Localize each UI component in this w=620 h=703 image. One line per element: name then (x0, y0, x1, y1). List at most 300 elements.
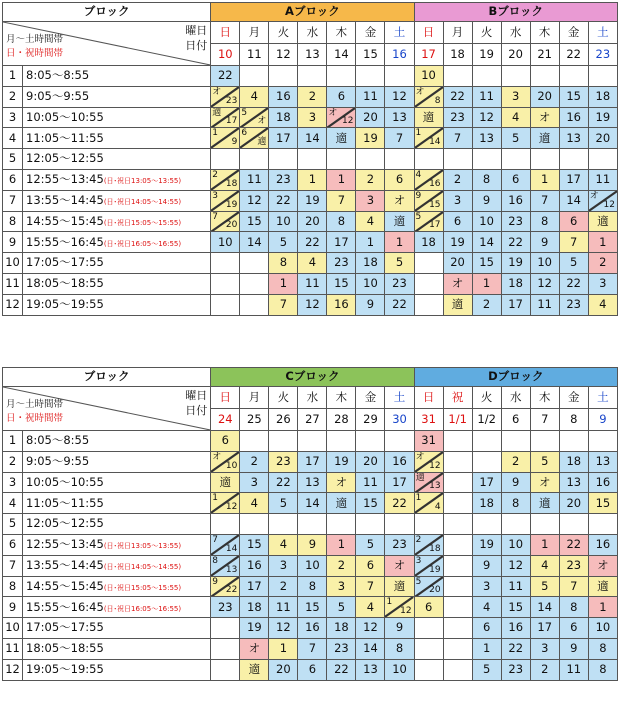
slot-upper: 2 (415, 534, 422, 545)
slot-cell-empty (414, 253, 443, 274)
slot-cell: 1 (588, 597, 617, 618)
date-cell: 31 (414, 409, 443, 431)
slot-cell: 3 (327, 576, 356, 597)
slot-cell: 22 (327, 659, 356, 680)
slot-cell-empty (443, 514, 472, 535)
slot-cell-split (414, 534, 443, 555)
slot-cell: 適 (588, 576, 617, 597)
slot-cell: 18 (472, 493, 501, 514)
slot-cell-empty (443, 555, 472, 576)
period-number: 1 (3, 431, 23, 452)
slot-cell-split (414, 190, 443, 211)
slot-upper: 1 (212, 128, 219, 139)
slot-cell: 16 (588, 472, 617, 493)
weekday-cell: 水 (298, 22, 327, 44)
slot-cell-empty (443, 597, 472, 618)
slot-cell-empty (472, 149, 501, 170)
slot-cell: 12 (356, 618, 385, 639)
slot-cell: 13 (298, 472, 327, 493)
slot-cell: 適 (588, 211, 617, 232)
slot-cell: 15 (327, 273, 356, 294)
slot-cell: 適 (240, 659, 269, 680)
slot-cell-split (385, 597, 414, 618)
period-number: 6 (3, 534, 23, 555)
slot-cell-split (211, 534, 240, 555)
slot-cell-empty (414, 273, 443, 294)
slot-cell: 適 (385, 211, 414, 232)
slot-cell: 18 (414, 232, 443, 253)
slot-cell: 8 (530, 211, 559, 232)
slot-cell: 16 (588, 534, 617, 555)
slot-cell: 6 (327, 86, 356, 107)
slot-cell-empty (443, 576, 472, 597)
weekday-cell: 土 (588, 22, 617, 44)
weekday-cell: 火 (472, 387, 501, 409)
slot-cell: 12 (501, 555, 530, 576)
slot-cell: 12 (530, 273, 559, 294)
slot-cell: 18 (501, 273, 530, 294)
slot-cell: 2 (472, 294, 501, 315)
slot-cell: 18 (327, 618, 356, 639)
slot-cell: 10 (501, 534, 530, 555)
slot-cell: 8 (472, 169, 501, 190)
slot-cell: 17 (269, 128, 298, 149)
slot-cell-empty (211, 273, 240, 294)
slot-cell: 9 (559, 638, 588, 659)
slot-cell: 15 (298, 597, 327, 618)
slot-cell-split (414, 169, 443, 190)
slot-cell: 22 (385, 493, 414, 514)
slot-cell: 22 (501, 638, 530, 659)
slot-lower: 12 (429, 460, 441, 471)
slot-lower: 18 (225, 178, 238, 189)
period-time: 13:55～14:45(日･祝日14:05～14:55) (23, 555, 211, 576)
slot-cell-split (414, 86, 443, 107)
slot-cell-empty (501, 66, 530, 87)
slot-cell-empty (414, 149, 443, 170)
corner-header (3, 387, 211, 431)
slot-lower: 適 (257, 137, 267, 148)
slot-cell: 5 (501, 128, 530, 149)
slot-cell: 4 (530, 555, 559, 576)
slot-cell: オ (530, 107, 559, 128)
slot-cell: 17 (559, 169, 588, 190)
slot-cell: 20 (356, 107, 385, 128)
slot-cell: 1 (588, 232, 617, 253)
slot-cell: 適 (443, 294, 472, 315)
slot-cell: 9 (530, 232, 559, 253)
slot-cell: 16 (501, 190, 530, 211)
slot-lower: 23 (225, 95, 238, 106)
slot-upper: 1 (415, 493, 422, 504)
weekday-cell: 火 (472, 22, 501, 44)
slot-cell-empty (472, 451, 501, 472)
slot-cell: 1 (327, 169, 356, 190)
period-number: 11 (3, 638, 23, 659)
slot-cell-empty (472, 66, 501, 87)
slot-cell: 9 (472, 190, 501, 211)
corner-header (3, 22, 211, 66)
slot-cell-split (327, 107, 356, 128)
slot-cell: 17 (472, 472, 501, 493)
slot-cell-empty (588, 431, 617, 452)
slot-cell: 1 (269, 638, 298, 659)
slot-cell-empty (501, 149, 530, 170)
slot-cell-empty (588, 66, 617, 87)
slot-cell: 3 (588, 273, 617, 294)
slot-upper: 5 (415, 576, 422, 587)
weekday-cell: 金 (559, 22, 588, 44)
holiday-period-label: 日・祝時間帯 (6, 413, 64, 424)
slot-cell: 3 (269, 555, 298, 576)
period-number: 2 (3, 86, 23, 107)
period-number: 9 (3, 232, 23, 253)
slot-cell: 1 (472, 638, 501, 659)
slot-cell: 1 (530, 534, 559, 555)
slot-cell: 8 (501, 493, 530, 514)
slot-cell: 22 (269, 190, 298, 211)
slot-cell: 適 (530, 493, 559, 514)
slot-cell: 4 (472, 597, 501, 618)
slot-cell: 3 (472, 576, 501, 597)
slot-cell: オ (385, 555, 414, 576)
slot-cell-empty (588, 514, 617, 535)
slot-cell: 9 (298, 534, 327, 555)
slot-cell: 1 (472, 273, 501, 294)
period-time: 10:05～10:55 (23, 472, 211, 493)
slot-cell: 16 (269, 86, 298, 107)
slot-cell-empty (443, 149, 472, 170)
slot-cell: 23 (385, 273, 414, 294)
weekday-cell: 土 (385, 22, 414, 44)
slot-cell: 5 (356, 534, 385, 555)
slot-cell: 4 (356, 597, 385, 618)
slot-cell: 15 (356, 493, 385, 514)
date-cell: 27 (298, 409, 327, 431)
slot-cell: 19 (472, 534, 501, 555)
slot-lower: 4 (434, 502, 441, 513)
period-time: 18:05～18:55 (23, 638, 211, 659)
slot-cell: 20 (443, 253, 472, 274)
slot-cell: 23 (559, 294, 588, 315)
slot-cell: 10 (414, 66, 443, 87)
slot-cell: 23 (443, 107, 472, 128)
slot-upper: オ (212, 451, 222, 462)
slot-cell: 1 (269, 273, 298, 294)
slot-cell: 8 (559, 597, 588, 618)
slot-cell-empty (443, 472, 472, 493)
slot-cell-split (414, 576, 443, 597)
period-time: 12:05～12:55 (23, 514, 211, 535)
slot-cell: 12 (298, 294, 327, 315)
slot-cell: 5 (530, 451, 559, 472)
period-number: 5 (3, 149, 23, 170)
date-cell: 11 (240, 44, 269, 66)
slot-cell: 2 (327, 555, 356, 576)
period-time: 12:55～13:45(日･祝日13:05～13:55) (23, 169, 211, 190)
slot-cell: 11 (588, 169, 617, 190)
slot-cell: 23 (385, 534, 414, 555)
slot-upper: 3 (212, 190, 219, 201)
slot-lower: 12 (400, 606, 412, 617)
slot-cell: 2 (240, 451, 269, 472)
slot-upper: 1 (415, 128, 422, 139)
weekday-cell: 水 (298, 387, 327, 409)
weekday-period-label: 月～土時間帯 (6, 34, 64, 45)
period-number: 7 (3, 555, 23, 576)
slot-cell: 18 (356, 253, 385, 274)
slot-cell: 10 (269, 211, 298, 232)
period-number: 12 (3, 294, 23, 315)
slot-upper: 2 (212, 169, 219, 180)
slot-cell: 18 (269, 107, 298, 128)
block-name: Dブロック (414, 368, 617, 387)
period-time: 9:05～9:55 (23, 86, 211, 107)
period-number: 10 (3, 618, 23, 639)
slot-lower: 12 (225, 502, 238, 513)
slot-cell: オ (530, 472, 559, 493)
slot-cell: 8 (385, 638, 414, 659)
date-cell: 15 (356, 44, 385, 66)
slot-upper: 7 (212, 211, 219, 222)
slot-cell-empty (211, 659, 240, 680)
weekday-cell: 日 (211, 387, 240, 409)
slot-cell: 3 (501, 86, 530, 107)
slot-cell-empty (240, 431, 269, 452)
slot-cell: 14 (559, 190, 588, 211)
weekday-cell: 日 (414, 22, 443, 44)
slot-cell: 10 (588, 618, 617, 639)
weekday-label: 曜日 (185, 389, 208, 402)
slot-cell: オ (240, 638, 269, 659)
slot-cell-split (211, 451, 240, 472)
slot-cell-empty (443, 431, 472, 452)
slot-cell: 7 (269, 294, 298, 315)
slot-cell: 11 (530, 294, 559, 315)
slot-cell: 適 (414, 107, 443, 128)
period-time: 18:05～18:55 (23, 273, 211, 294)
slot-cell: 3 (240, 472, 269, 493)
slot-cell-empty (385, 149, 414, 170)
slot-cell: 17 (501, 294, 530, 315)
slot-cell: 17 (327, 232, 356, 253)
slot-cell: 23 (327, 638, 356, 659)
slot-cell: 20 (298, 211, 327, 232)
weekday-cell: 金 (356, 22, 385, 44)
slot-cell: 19 (443, 232, 472, 253)
slot-lower: 13 (225, 564, 238, 575)
slot-cell-empty (588, 149, 617, 170)
slot-cell: 11 (501, 576, 530, 597)
period-time: 15:55～16:45(日･祝日16:05～16:55) (23, 597, 211, 618)
slot-cell-empty (240, 149, 269, 170)
slot-cell: 1 (298, 169, 327, 190)
slot-cell-empty (269, 514, 298, 535)
slot-cell: 17 (385, 472, 414, 493)
slot-cell-empty (327, 431, 356, 452)
slot-cell-split (414, 211, 443, 232)
slot-cell: 14 (530, 597, 559, 618)
slot-cell: 4 (356, 211, 385, 232)
slot-cell: 22 (385, 294, 414, 315)
slot-cell: 10 (298, 555, 327, 576)
slot-cell: 6 (559, 618, 588, 639)
slot-cell: オ (443, 273, 472, 294)
weekday-cell: 火 (269, 387, 298, 409)
slot-cell: 22 (211, 66, 240, 87)
slot-cell: 11 (559, 659, 588, 680)
slot-cell: オ (588, 555, 617, 576)
slot-cell-empty (211, 149, 240, 170)
date-cell: 24 (211, 409, 240, 431)
slot-upper: 9 (212, 576, 219, 587)
schedule-table-cd (2, 367, 618, 681)
slot-cell-split (240, 107, 269, 128)
period-number: 8 (3, 576, 23, 597)
slot-cell-empty (530, 431, 559, 452)
slot-cell: 23 (269, 169, 298, 190)
slot-cell-empty (211, 294, 240, 315)
slot-lower: 20 (225, 220, 238, 231)
slot-cell-empty (443, 493, 472, 514)
slot-cell: 31 (414, 431, 443, 452)
slot-cell-empty (240, 253, 269, 274)
period-number: 3 (3, 472, 23, 493)
slot-cell: 17 (298, 451, 327, 472)
slot-cell: 15 (240, 534, 269, 555)
slot-cell-empty (269, 431, 298, 452)
date-cell: 9 (588, 409, 617, 431)
slot-cell: 14 (298, 128, 327, 149)
weekday-cell: 月 (443, 22, 472, 44)
slot-lower: オ (257, 116, 267, 127)
slot-cell: 7 (385, 128, 414, 149)
slot-cell: 22 (559, 534, 588, 555)
slot-cell-empty (356, 514, 385, 535)
slot-cell-empty (211, 253, 240, 274)
slot-cell: 1 (356, 232, 385, 253)
period-time: 17:05～17:55 (23, 253, 211, 274)
slot-lower: 14 (225, 543, 238, 554)
slot-cell: 13 (385, 107, 414, 128)
period-time: 11:05～11:55 (23, 493, 211, 514)
date-cell: 8 (559, 409, 588, 431)
slot-cell-empty (414, 659, 443, 680)
slot-cell-empty (414, 618, 443, 639)
slot-cell-split (211, 493, 240, 514)
slot-cell: 22 (501, 232, 530, 253)
slot-cell: 適 (327, 493, 356, 514)
slot-cell: 6 (356, 555, 385, 576)
slot-cell: 16 (327, 294, 356, 315)
slot-cell: 11 (269, 597, 298, 618)
period-time: 11:05～11:55 (23, 128, 211, 149)
date-cell: 1/2 (472, 409, 501, 431)
slot-lower: 22 (225, 585, 238, 596)
period-time: 10:05～10:55 (23, 107, 211, 128)
slot-cell: 20 (530, 86, 559, 107)
slot-cell: 7 (559, 576, 588, 597)
date-cell: 25 (240, 409, 269, 431)
slot-cell: 12 (240, 190, 269, 211)
slot-cell-split (414, 472, 443, 493)
slot-cell-empty (211, 514, 240, 535)
slot-cell: 14 (298, 493, 327, 514)
slot-cell: 23 (501, 211, 530, 232)
slot-cell: 3 (298, 107, 327, 128)
block-header-label: ブロック (3, 3, 211, 22)
schedule-table-ab (2, 2, 618, 316)
period-time: 12:05～12:55 (23, 149, 211, 170)
slot-cell-split (211, 169, 240, 190)
slot-cell-empty (559, 66, 588, 87)
weekday-cell: 木 (530, 22, 559, 44)
slot-cell-empty (501, 514, 530, 535)
slot-upper: 4 (415, 169, 422, 180)
slot-cell: 13 (588, 451, 617, 472)
slot-cell: 6 (559, 211, 588, 232)
slot-cell-empty (240, 66, 269, 87)
holiday-period-label: 日・祝時間帯 (6, 48, 64, 59)
slot-cell: 2 (356, 169, 385, 190)
slot-cell: 8 (588, 659, 617, 680)
weekday-period-label: 月～土時間帯 (6, 399, 64, 410)
block-name: Cブロック (211, 368, 414, 387)
slot-upper: 7 (212, 534, 219, 545)
slot-lower: 20 (429, 585, 441, 596)
slot-cell: 6 (501, 169, 530, 190)
slot-cell: 4 (240, 493, 269, 514)
slot-cell: 20 (356, 451, 385, 472)
slot-cell: 22 (443, 86, 472, 107)
slot-lower: 12 (603, 199, 615, 210)
slot-cell: オ (385, 190, 414, 211)
date-cell: 7 (530, 409, 559, 431)
slot-lower: 18 (429, 543, 441, 554)
slot-cell-empty (327, 66, 356, 87)
slot-cell-empty (356, 66, 385, 87)
slot-cell: 14 (240, 232, 269, 253)
slot-cell: 19 (588, 107, 617, 128)
period-number: 5 (3, 514, 23, 535)
slot-cell-empty (269, 149, 298, 170)
block-name: Bブロック (414, 3, 618, 22)
date-cell: 10 (211, 44, 240, 66)
slot-cell: 15 (240, 211, 269, 232)
slot-cell: 7 (443, 128, 472, 149)
period-time: 14:55～15:45(日･祝日15:05～15:55) (23, 576, 211, 597)
slot-upper: オ (415, 451, 425, 462)
slot-cell: 15 (588, 493, 617, 514)
slot-cell-empty (414, 514, 443, 535)
slot-cell: 5 (385, 253, 414, 274)
slot-cell-empty (298, 66, 327, 87)
slot-cell: 20 (269, 659, 298, 680)
period-time: 8:05～8:55 (23, 431, 211, 452)
slot-cell: 9 (385, 618, 414, 639)
slot-cell: 6 (385, 169, 414, 190)
period-number: 3 (3, 107, 23, 128)
weekday-cell: 水 (501, 387, 530, 409)
slot-cell: 4 (501, 107, 530, 128)
period-time: 14:55～15:45(日･祝日15:05～15:55) (23, 211, 211, 232)
slot-cell: 2 (298, 86, 327, 107)
period-number: 6 (3, 169, 23, 190)
slot-cell: 4 (240, 86, 269, 107)
slot-cell: 7 (356, 576, 385, 597)
slot-cell: 18 (588, 86, 617, 107)
slot-cell: 9 (501, 472, 530, 493)
